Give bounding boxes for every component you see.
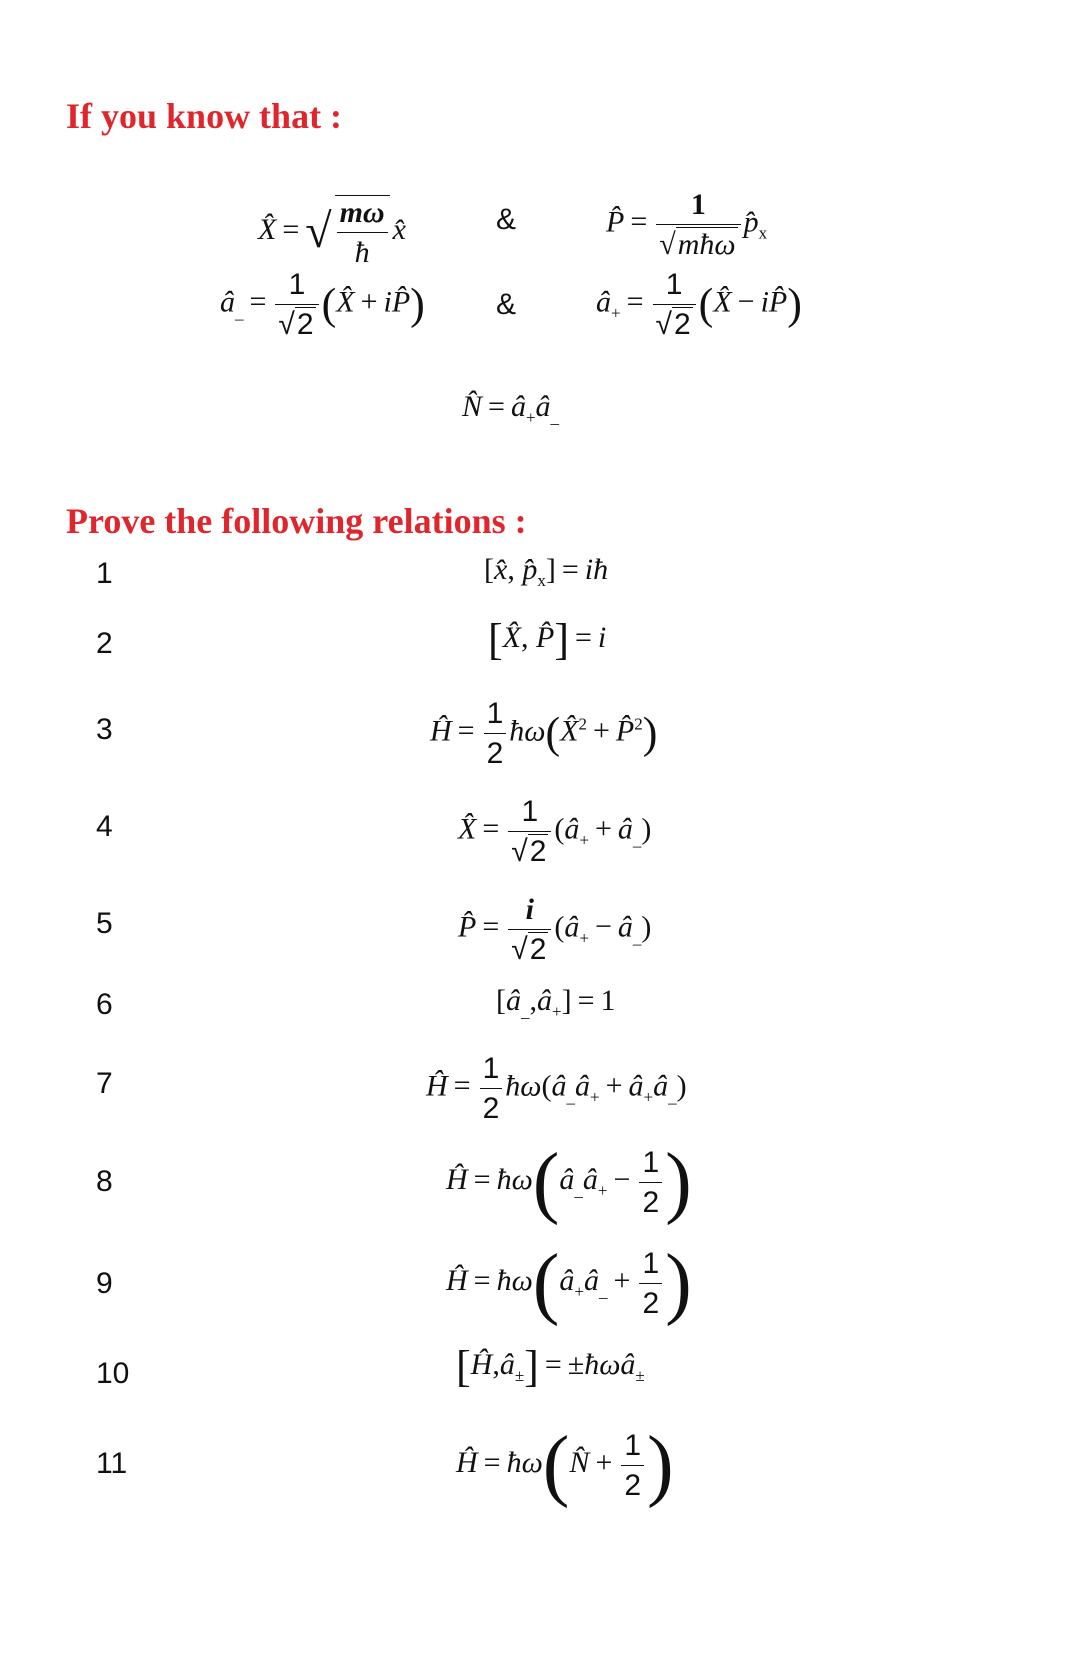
relation-2: [X̂, P̂] = i — [488, 615, 607, 664]
relation-5: P̂ = $\frac{i}{√2}$ ($â_+$ − $â_{\_}$) — [458, 893, 652, 966]
relation-number-6: 6 — [96, 988, 113, 1021]
relation-number-11: 11 — [96, 1447, 128, 1480]
relation-number-10: 10 — [96, 1357, 130, 1390]
given-a-minus-definition: $â_{\_}$ = $\frac{1}{√2}$ (X̂ + iP̂) — [220, 268, 425, 341]
prove-heading: Prove the following relations : — [66, 501, 527, 541]
ampersand: & — [496, 288, 517, 321]
relation-10: $[Ĥ,â_\pm]$ = ±ħωâ$_\pm$ — [456, 1342, 645, 1391]
relation-number-1: 1 — [96, 557, 113, 590]
given-p-definition: P̂ = $\frac{1}{\text{√mħω}}$ $p̂_x$ — [606, 188, 768, 261]
relation-3: Ĥ = $\frac{1}{2}$ ħω(X̂$^2$ + P̂$^2$) — [430, 697, 658, 770]
given-x-definition: X̂ = √ $\frac{m\omega}{ħ}$ x̂ — [258, 196, 406, 269]
relation-4: X̂ = $\frac{1}{√2}$ ($â_+$ + $â_{\_}$) — [458, 795, 652, 868]
given-a-plus-definition: $â_+$ = $\frac{1}{√2}$ (X̂ − iP̂) — [596, 268, 802, 341]
relation-number-3: 3 — [96, 713, 113, 746]
ampersand: & — [496, 203, 517, 236]
relation-8: Ĥ = $ħ\omega(â_{\_}â_+$ − $\frac{1}{2}$ ) — [446, 1138, 692, 1226]
relation-number-7: 7 — [96, 1067, 113, 1100]
relation-6: $[â_{\_},â_+] = 1$ — [496, 984, 616, 1021]
relation-number-4: 4 — [96, 810, 113, 843]
relation-11: Ĥ = ħω(N̂ + $\frac{1}{2}$ ) — [456, 1421, 674, 1509]
relation-number-5: 5 — [96, 907, 113, 940]
given-heading: If you know that : — [66, 96, 343, 136]
relation-number-2: 2 — [96, 627, 113, 660]
relation-7: Ĥ = $\frac{1}{2}$ $ħ\omega(â_{\_}â_+$ + $â_+â_{\_}$) — [426, 1052, 687, 1125]
relation-1: [x̂, $p̂_x$] = iħ — [484, 553, 609, 590]
relation-number-8: 8 — [96, 1165, 113, 1198]
relation-9: Ĥ = $ħ\omega(â_+â_{\_}$ + $\frac{1}{2}$ ) — [446, 1239, 692, 1327]
given-n-definition: N̂ = $â_+â_{\_}$ — [462, 390, 560, 427]
relation-number-9: 9 — [96, 1267, 113, 1300]
